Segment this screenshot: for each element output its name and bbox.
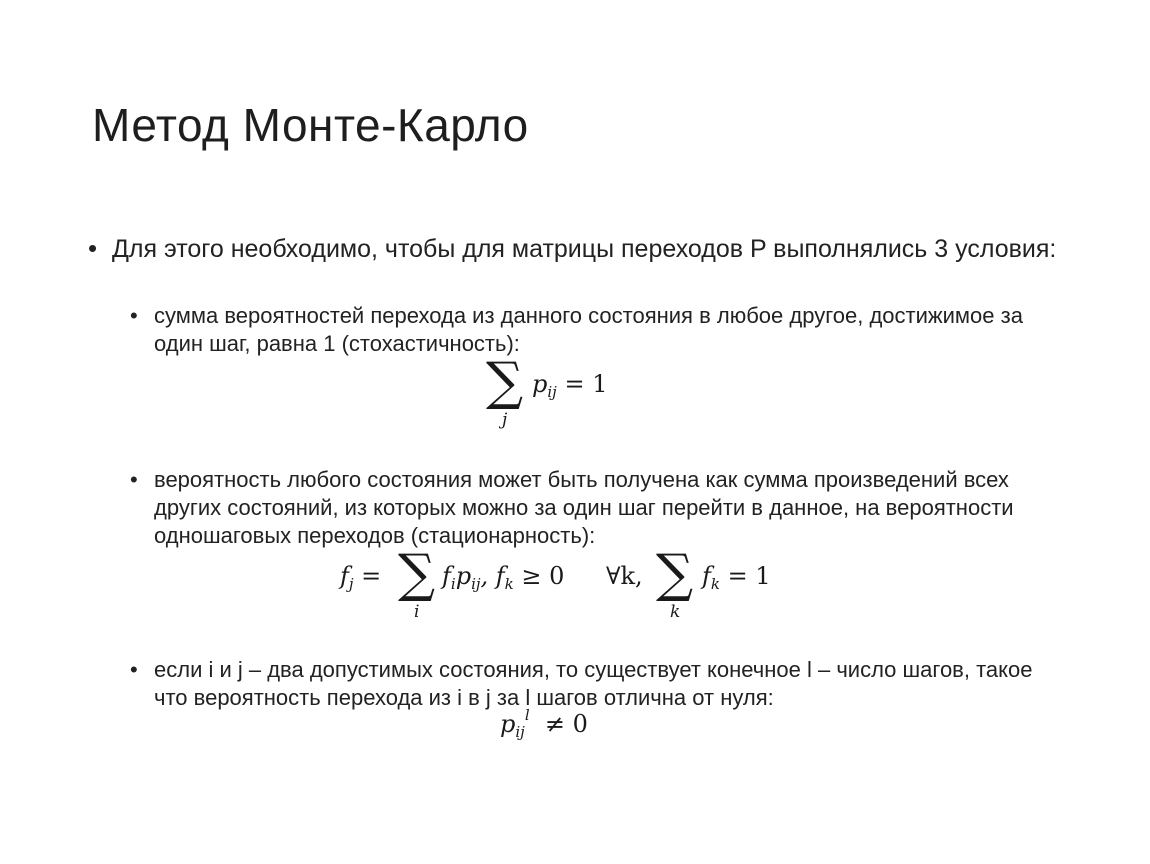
formula-stationarity: [340, 544, 800, 628]
sub-bullet-text: если i и j – два допустимых состояния, то существует конечное l – число шагов, такое что вероятность перехода из i в j за l шагов отлична от нуля:: [154, 657, 1033, 710]
sub-bullet-marker: •: [130, 467, 138, 492]
bullet-marker: •: [88, 233, 98, 263]
sub-bullet-stationarity: [130, 466, 1070, 550]
sum-index: i: [414, 602, 420, 622]
sum-symbol: ∑: [486, 352, 524, 412]
formula-irreducibility: [500, 700, 640, 750]
sub-bullet-marker: •: [130, 303, 138, 328]
sum-symbol: ∑: [656, 544, 694, 604]
formula-text: $p_{ij}^l \ne 0$: [500, 706, 588, 741]
sub-bullet-text: вероятность любого состояния может быть получена как сумма произведений всех других состояний, из которых можно за один шаг перейти в данное, на вероятности одношаговых переходов (стационарность):: [154, 467, 1014, 548]
formula-rhs: $f_k = 1$: [702, 562, 771, 593]
sub-bullet-marker: •: [130, 657, 138, 682]
main-bullet: [88, 234, 1068, 264]
formula-terms: $f_ip_{ij}$, $f_k \ge 0$: [442, 562, 565, 593]
main-bullet-text: Для этого необходимо, чтобы для матрицы переходов P выполнялись 3 условия:: [112, 235, 1057, 263]
sum-index: j: [502, 410, 508, 430]
formula-text: $p_{ij} = 1$: [532, 370, 608, 401]
formula-stochasticity: [486, 352, 646, 436]
sum-index: k: [670, 602, 681, 622]
sub-bullet-text: сумма вероятностей перехода из данного состояния в любое другое, достижимое за один шаг, равна 1 (стохастичность):: [154, 303, 1023, 356]
sub-bullet-stochasticity: [130, 302, 1070, 358]
sum-symbol: ∑: [398, 544, 436, 604]
slide-title: Метод Монте-Карло: [92, 99, 529, 151]
formula-lhs: $f_j$ =: [340, 562, 382, 593]
forall-quantifier: ∀k,: [606, 562, 643, 590]
